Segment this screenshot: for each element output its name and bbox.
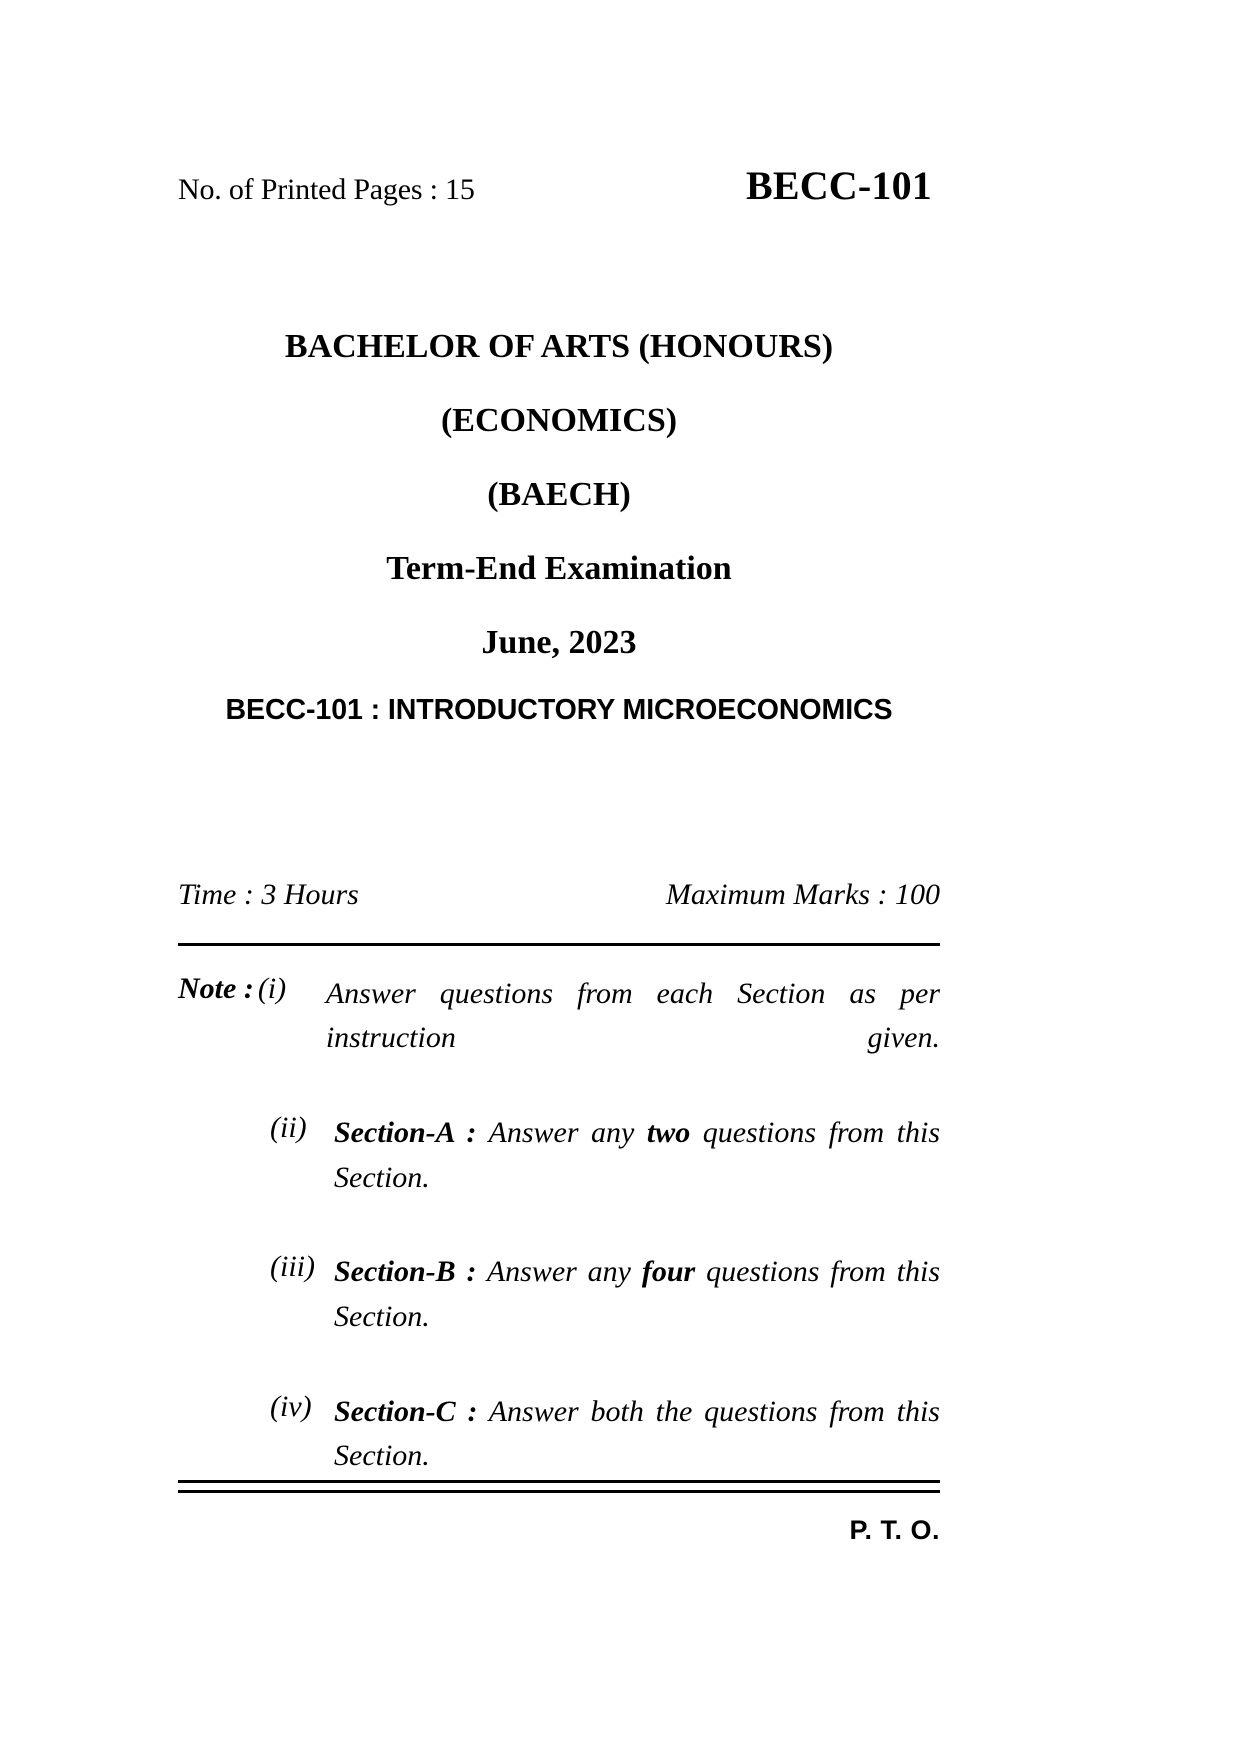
note-text: Answer both the questions from this Section. (334, 1394, 940, 1472)
footer-divider-rule (178, 1480, 940, 1493)
programme-title: BACHELOR OF ARTS (HONOURS) (284, 328, 834, 365)
note-item (178, 1250, 940, 1383)
printed-pages-count: No. of Printed Pages : 15 (178, 173, 475, 206)
note-numeral: (iv) (270, 1389, 312, 1423)
course-code: BECC-101 (745, 163, 932, 208)
examination-session: June, 2023 (481, 624, 637, 661)
exam-title-block (178, 330, 940, 727)
note-text: Answer questions from each Section as per instruction given. (325, 977, 940, 1055)
note-label: Note : (178, 972, 254, 1005)
note-numeral: (iii) (270, 1250, 315, 1284)
note-numeral: (ii) (270, 1111, 307, 1145)
note-text-tail: questions from this Section. (334, 1116, 940, 1194)
note-emphasis: two (646, 1116, 691, 1150)
note-section-label: Section-B : (334, 1255, 477, 1289)
note-numeral: (i) (257, 972, 287, 1005)
note-item (178, 1390, 940, 1523)
instructions-note-block (178, 972, 940, 1529)
page-turn-over-label: P. T. O. (849, 1515, 940, 1545)
exam-maximum-marks: Maximum Marks : 100 (665, 878, 940, 911)
programme-discipline: (ECONOMICS) (440, 402, 678, 439)
note-section-label: Section-A : (334, 1116, 477, 1150)
examination-type: Term-End Examination (386, 550, 732, 587)
header-divider-rule (178, 943, 940, 946)
note-section-label: Section-C : (334, 1394, 478, 1428)
note-item (178, 1111, 940, 1244)
note-text: Answer any (488, 1116, 635, 1150)
page-header (178, 162, 938, 209)
note-text: Answer any (486, 1255, 631, 1289)
exam-duration: Time : 3 Hours (178, 878, 359, 911)
note-item (178, 972, 940, 1105)
note-emphasis: four (641, 1255, 696, 1289)
exam-meta-row (178, 878, 940, 912)
note-text-tail: questions from this Section. (334, 1255, 941, 1333)
course-subject-title: BECC-101 : INTRODUCTORY MICROECONOMICS (225, 694, 893, 726)
programme-abbreviation: (BAECH) (487, 476, 631, 513)
